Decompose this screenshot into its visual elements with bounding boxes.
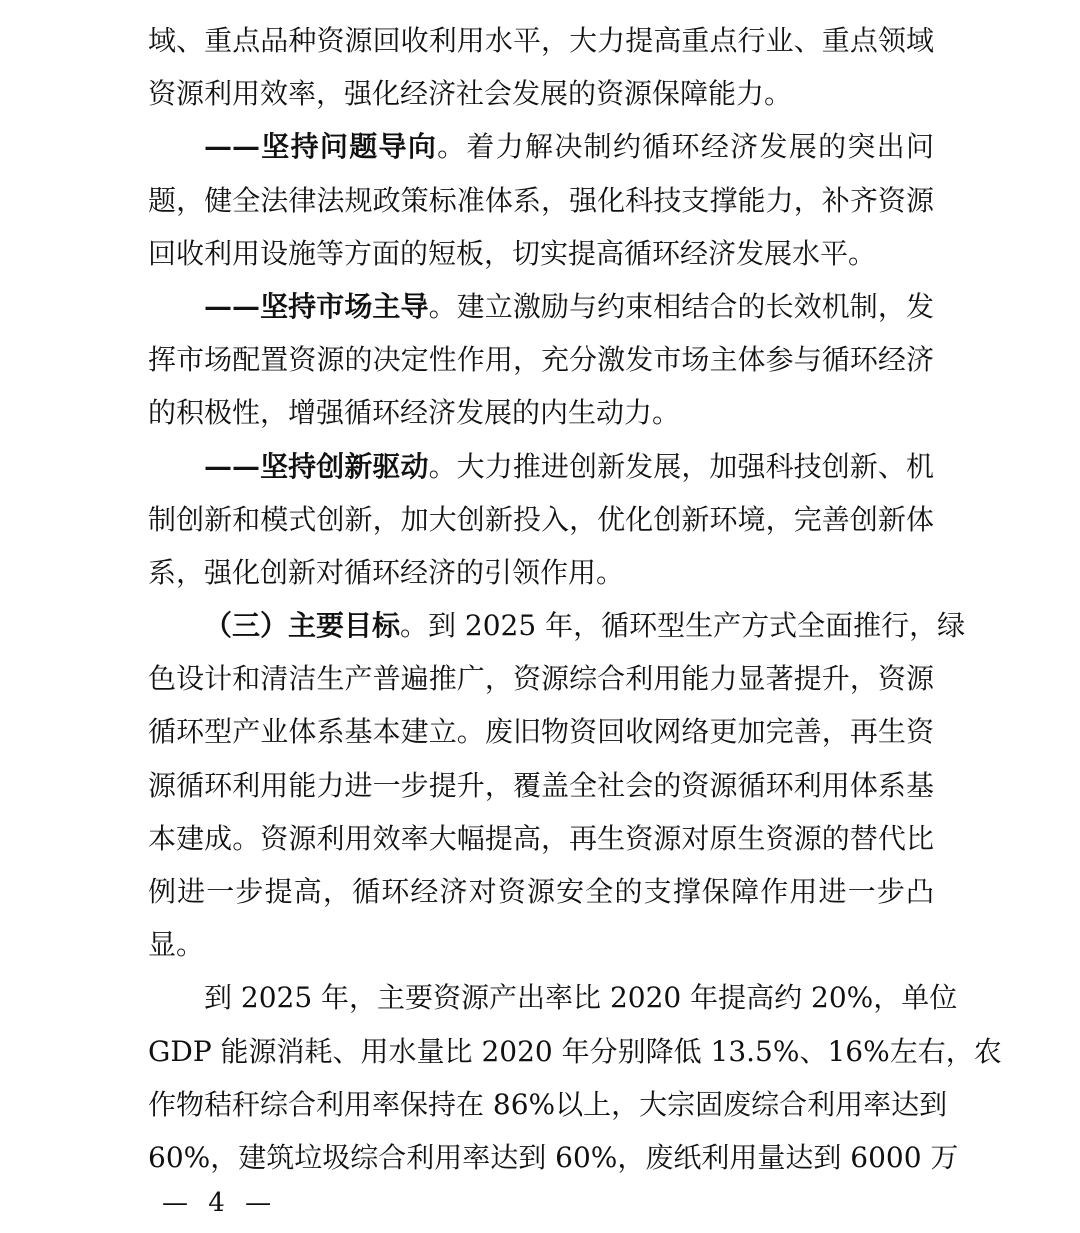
paragraph-line: 60%，建筑垃圾综合利用率达到 60%，废纸利用量达到 6000 万 [148, 1140, 959, 1174]
paragraph-line: 的积极性，增强循环经济发展的内生动力。 [148, 396, 681, 430]
section-heading: （三）主要目标 [204, 609, 401, 643]
page-number: — 4 — [162, 1188, 278, 1218]
paragraph-line: 资源利用效率，强化经济社会发展的资源保障能力。 [148, 77, 793, 111]
section-heading: ——坚持创新驱动 [204, 449, 429, 483]
paragraph-line: 回收利用设施等方面的短板，切实提高循环经济发展水平。 [148, 236, 877, 270]
document-body [148, 14, 1002, 1184]
paragraph-line: 题，健全法律法规政策标准体系，强化科技支撑能力，补齐资源 [148, 183, 934, 217]
paragraph-text: 。大力推进创新发展，加强科技创新、机 [428, 449, 934, 483]
paragraph-line [148, 120, 934, 173]
paragraph-line [148, 280, 934, 333]
paragraph-text: 。着力解决制约循环经济发展的突出问 [437, 130, 934, 164]
section-heading: ——坚持市场主导 [204, 289, 429, 323]
paragraph-line: 例进一步提高，循环经济对资源安全的支撑保障作用进一步凸 [148, 875, 934, 908]
paragraph-line [148, 599, 966, 652]
paragraph-line: 显。 [148, 928, 205, 962]
paragraph-line: 循环型产业体系基本建立。废旧物资回收网络更加完善，再生资 [148, 715, 934, 749]
paragraph-line: 色设计和清洁生产普遍推广，资源综合利用能力显著提升，资源 [148, 662, 934, 696]
section-heading: ——坚持问题导向 [204, 130, 438, 164]
paragraph-line: 制创新和模式创新，加大创新投入，优化创新环境，完善创新体 [148, 502, 934, 536]
paragraph-line: 本建成。资源利用效率大幅提高，再生资源对原生资源的替代比 [148, 821, 934, 855]
paragraph-line: 作物秸秆综合利用率保持在 86%以上，大宗固废综合利用率达到 [148, 1087, 948, 1121]
paragraph-text: 。到 2025 年，循环型生产方式全面推行，绿 [400, 609, 966, 643]
paragraph-text: 。建立激励与约束相结合的长效机制，发 [428, 289, 934, 323]
paragraph-line: 到 2025 年，主要资源产出率比 2020 年提高约 20%，单位 [204, 981, 958, 1015]
paragraph-line: 源循环利用能力进一步提升，覆盖全社会的资源循环利用体系基 [148, 768, 934, 802]
paragraph-line: GDP 能源消耗、用水量比 2020 年分别降低 13.5%、16%左右，农 [148, 1034, 1002, 1068]
paragraph-line [148, 440, 934, 493]
paragraph-line: 挥市场配置资源的决定性作用，充分激发市场主体参与循环经济 [148, 343, 934, 377]
paragraph-line: 域、重点品种资源回收利用水平，大力提高重点行业、重点领域 [148, 24, 934, 57]
paragraph-line: 系，强化创新对循环经济的引领作用。 [148, 555, 625, 589]
